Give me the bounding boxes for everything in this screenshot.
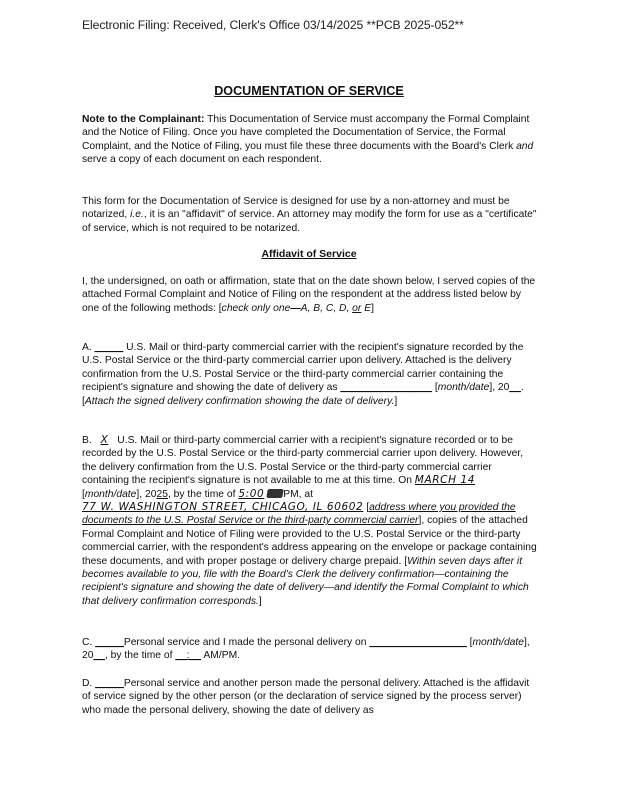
form-note-b: , it is an "affidavit" of service. An attorney may modify the form for use as a "certificate" of service, which is not required to be notarized. — [82, 209, 537, 234]
option-b-instruction: Within seven days after it becomes available to you, file with the Board's Clerk the delivery confirmation—containing the recipient's signature and showing the date of delivery—and identify the Formal Complaint to which that delivery confirmation corresponds. — [82, 555, 529, 607]
option-b-time-field[interactable]: 5:00 — [238, 487, 265, 500]
intro-dash: — — [290, 302, 301, 314]
affidavit-intro — [82, 275, 538, 315]
option-a-checkbox-blank[interactable]: _____ — [94, 342, 124, 353]
option-c-text: Personal service and I made the personal delivery on — [123, 637, 370, 648]
form-note-a: This form for the Documentation of Service is designed for use by a non-attorney and must be notarized, — [82, 196, 510, 221]
option-c-checkbox-blank[interactable]: _____ — [95, 637, 124, 648]
affidavit-heading: Affidavit of Service — [261, 248, 357, 260]
intro-a: I, the undersigned, on oath or affirmation, state that on the date shown below, I served copies of the attached Formal Complaint and Notice of Filing on the respondent at the address listed below by one of the following methods: [ — [82, 276, 536, 314]
option-b-year-prefix: , 20 — [139, 488, 157, 500]
intro-close: ] — [371, 302, 374, 314]
option-b-text-a: U.S. Mail or third-party commercial carrier with a recipient's signature recorded or to be recorded by the U.S. Postal Service or the third-party commercial carrier upon delivery. However, the delivery confirmation from the U.S. Postal Service or the third-party commercial carrier containing the recipient's signature is not available to me at this time. On — [82, 435, 524, 487]
option-a: A. _____ U.S. Mail or third-party commercial carrier with the recipient's signature recorded by the U.S. Postal Service or the third-party commercial carrier upon delivery. Attached is the delivery confirmation from the U.S. Postal Service or the third-party commercial carrier containing the recipient's signature and showing the date of delivery as ________________ [month/date], 20__. [Attach the signed delivery confirmation showing the date of delivery.] — [82, 342, 524, 407]
option-a-date-field[interactable]: ________________ — [340, 382, 433, 394]
option-c-date-field[interactable]: _________________ — [369, 637, 467, 648]
option-b-ampm: PM, at — [283, 488, 313, 500]
intro-e: E — [364, 302, 372, 314]
option-b-month-field[interactable]: MARCH 14 — [414, 474, 476, 487]
option-c-time-field[interactable]: __:__ — [175, 650, 202, 662]
filing-header: Electronic Filing: Received, Clerk's Office 03/14/2025 **PCB 2025-052** — [82, 18, 464, 32]
complainant-note — [82, 113, 538, 167]
intro-check: check only one — [221, 302, 291, 314]
option-c-year-field[interactable]: __ — [93, 650, 105, 662]
option-c-time: , by the time of — [104, 650, 176, 662]
option-b-text-b: , copies of the attached Formal Complaint and Notice of Filing were provided to the U.S. Postal Service or the third-party commercial carrier, with the respondent's address appearing on the envelope or package containing these documents, and with proper postage or delivery charge prepaid. [ — [82, 515, 537, 567]
option-b-year-field[interactable]: 25 — [156, 488, 168, 500]
form-note — [82, 195, 538, 235]
option-d-letter: D. — [82, 678, 93, 689]
note-text-b: serve a copy of each document on each respondent. — [82, 154, 322, 166]
struck-out-am-mark — [266, 489, 284, 498]
option-c-letter: C. — [82, 637, 93, 648]
option-b-time-text: , by the time of — [167, 488, 239, 500]
option-d-checkbox-blank[interactable]: _____ — [95, 678, 124, 689]
option-b-check-mark[interactable]: X — [100, 434, 109, 446]
option-d — [82, 677, 538, 717]
option-b-address-field[interactable]: 77 W. WASHINGTON STREET, CHICAGO, IL 60602 — [82, 501, 364, 514]
intro-or: or — [352, 302, 362, 314]
option-c-date-label: month/date — [472, 637, 524, 648]
option-a-year: , 20 — [492, 382, 510, 394]
option-a-text: U.S. Mail or third-party commercial carrier with the recipient's signature recorded by the U.S. Postal Service or the third-party commercial carrier upon delivery. Attached is the delivery confirmation from the U.S. Postal Service or the third-party commercial carrier containing the recipient's signature and showing the date of delivery as — [82, 342, 524, 394]
option-a-instruction: Attach the signed delivery confirmation showing the date of delivery. — [84, 395, 395, 407]
note-and: and — [516, 140, 534, 152]
option-b-date-label: month/date — [84, 488, 137, 500]
note-label: Note to the Complainant: — [82, 114, 205, 125]
option-a-letter: A. — [82, 342, 92, 353]
option-c-year: , 20 — [82, 637, 530, 662]
option-b-close: ] — [258, 595, 262, 607]
option-a-year-field[interactable]: __ — [509, 382, 521, 394]
option-a-date-label: month/date — [437, 382, 490, 394]
form-note-ie: i.e. — [130, 209, 144, 221]
note-text-a: This Documentation of Service must accompany the Formal Complaint and the Notice of Filing. Once you have completed the Documentation of Service, the Formal Complaint, and the Notice of Filing, you must file these three documents with the Board's Clerk — [82, 114, 530, 152]
intro-letters: A, B, C, D, — [300, 302, 353, 314]
option-c-ampm: AM/PM. — [201, 650, 241, 662]
page-title: DOCUMENTATION OF SERVICE — [214, 84, 404, 98]
option-b-letter: B. — [82, 435, 92, 446]
option-b: B. X U.S. Mail or third-party commercial carrier with a recipient's signature recorded or to be recorded by the U.S. Postal Service or the third-party commercial carrier upon delivery. However, the delivery confirmation from the U.S. Postal Service or the third-party commercial carrier containing the recipient's signature is not available to me at this time. On MARCH 14 [month/date], 2025, by the time of 5:00 PM, at 77 W. WASHINGTON STREET, CHICAGO, IL 60602 [address where you provided the documents to the U.S. Postal Service or the third-party commercial carrier], copies of the attached Formal Complaint and Notice of Filing were provided to the U.S. Postal Service or the third-party commercial carrier, with the respondent's address appearing on the envelope or package containing these documents, and with proper postage or delivery charge prepaid. [Within seven days after it becomes available to you, file with the Board's Clerk the delivery confirmation—containing the recipient's signature and showing the date of delivery—and identify the Formal Complaint to which that delivery confirmation corresponds.] — [82, 434, 537, 607]
option-c: C. _____Personal service and I made the personal delivery on _________________ [month/date], 20__, by the time of __:__ AM/PM. — [82, 637, 530, 662]
option-d-text: Personal service and another person made the personal delivery. Attached is the affidavit of service signed by the other person (or the declaration of service signed by the process server) who made the personal delivery, showing the date of delivery as — [82, 678, 530, 716]
option-b-address-label: address where you provided the documents to the U.S. Postal Service or the third-party commercial carrier — [82, 502, 516, 527]
